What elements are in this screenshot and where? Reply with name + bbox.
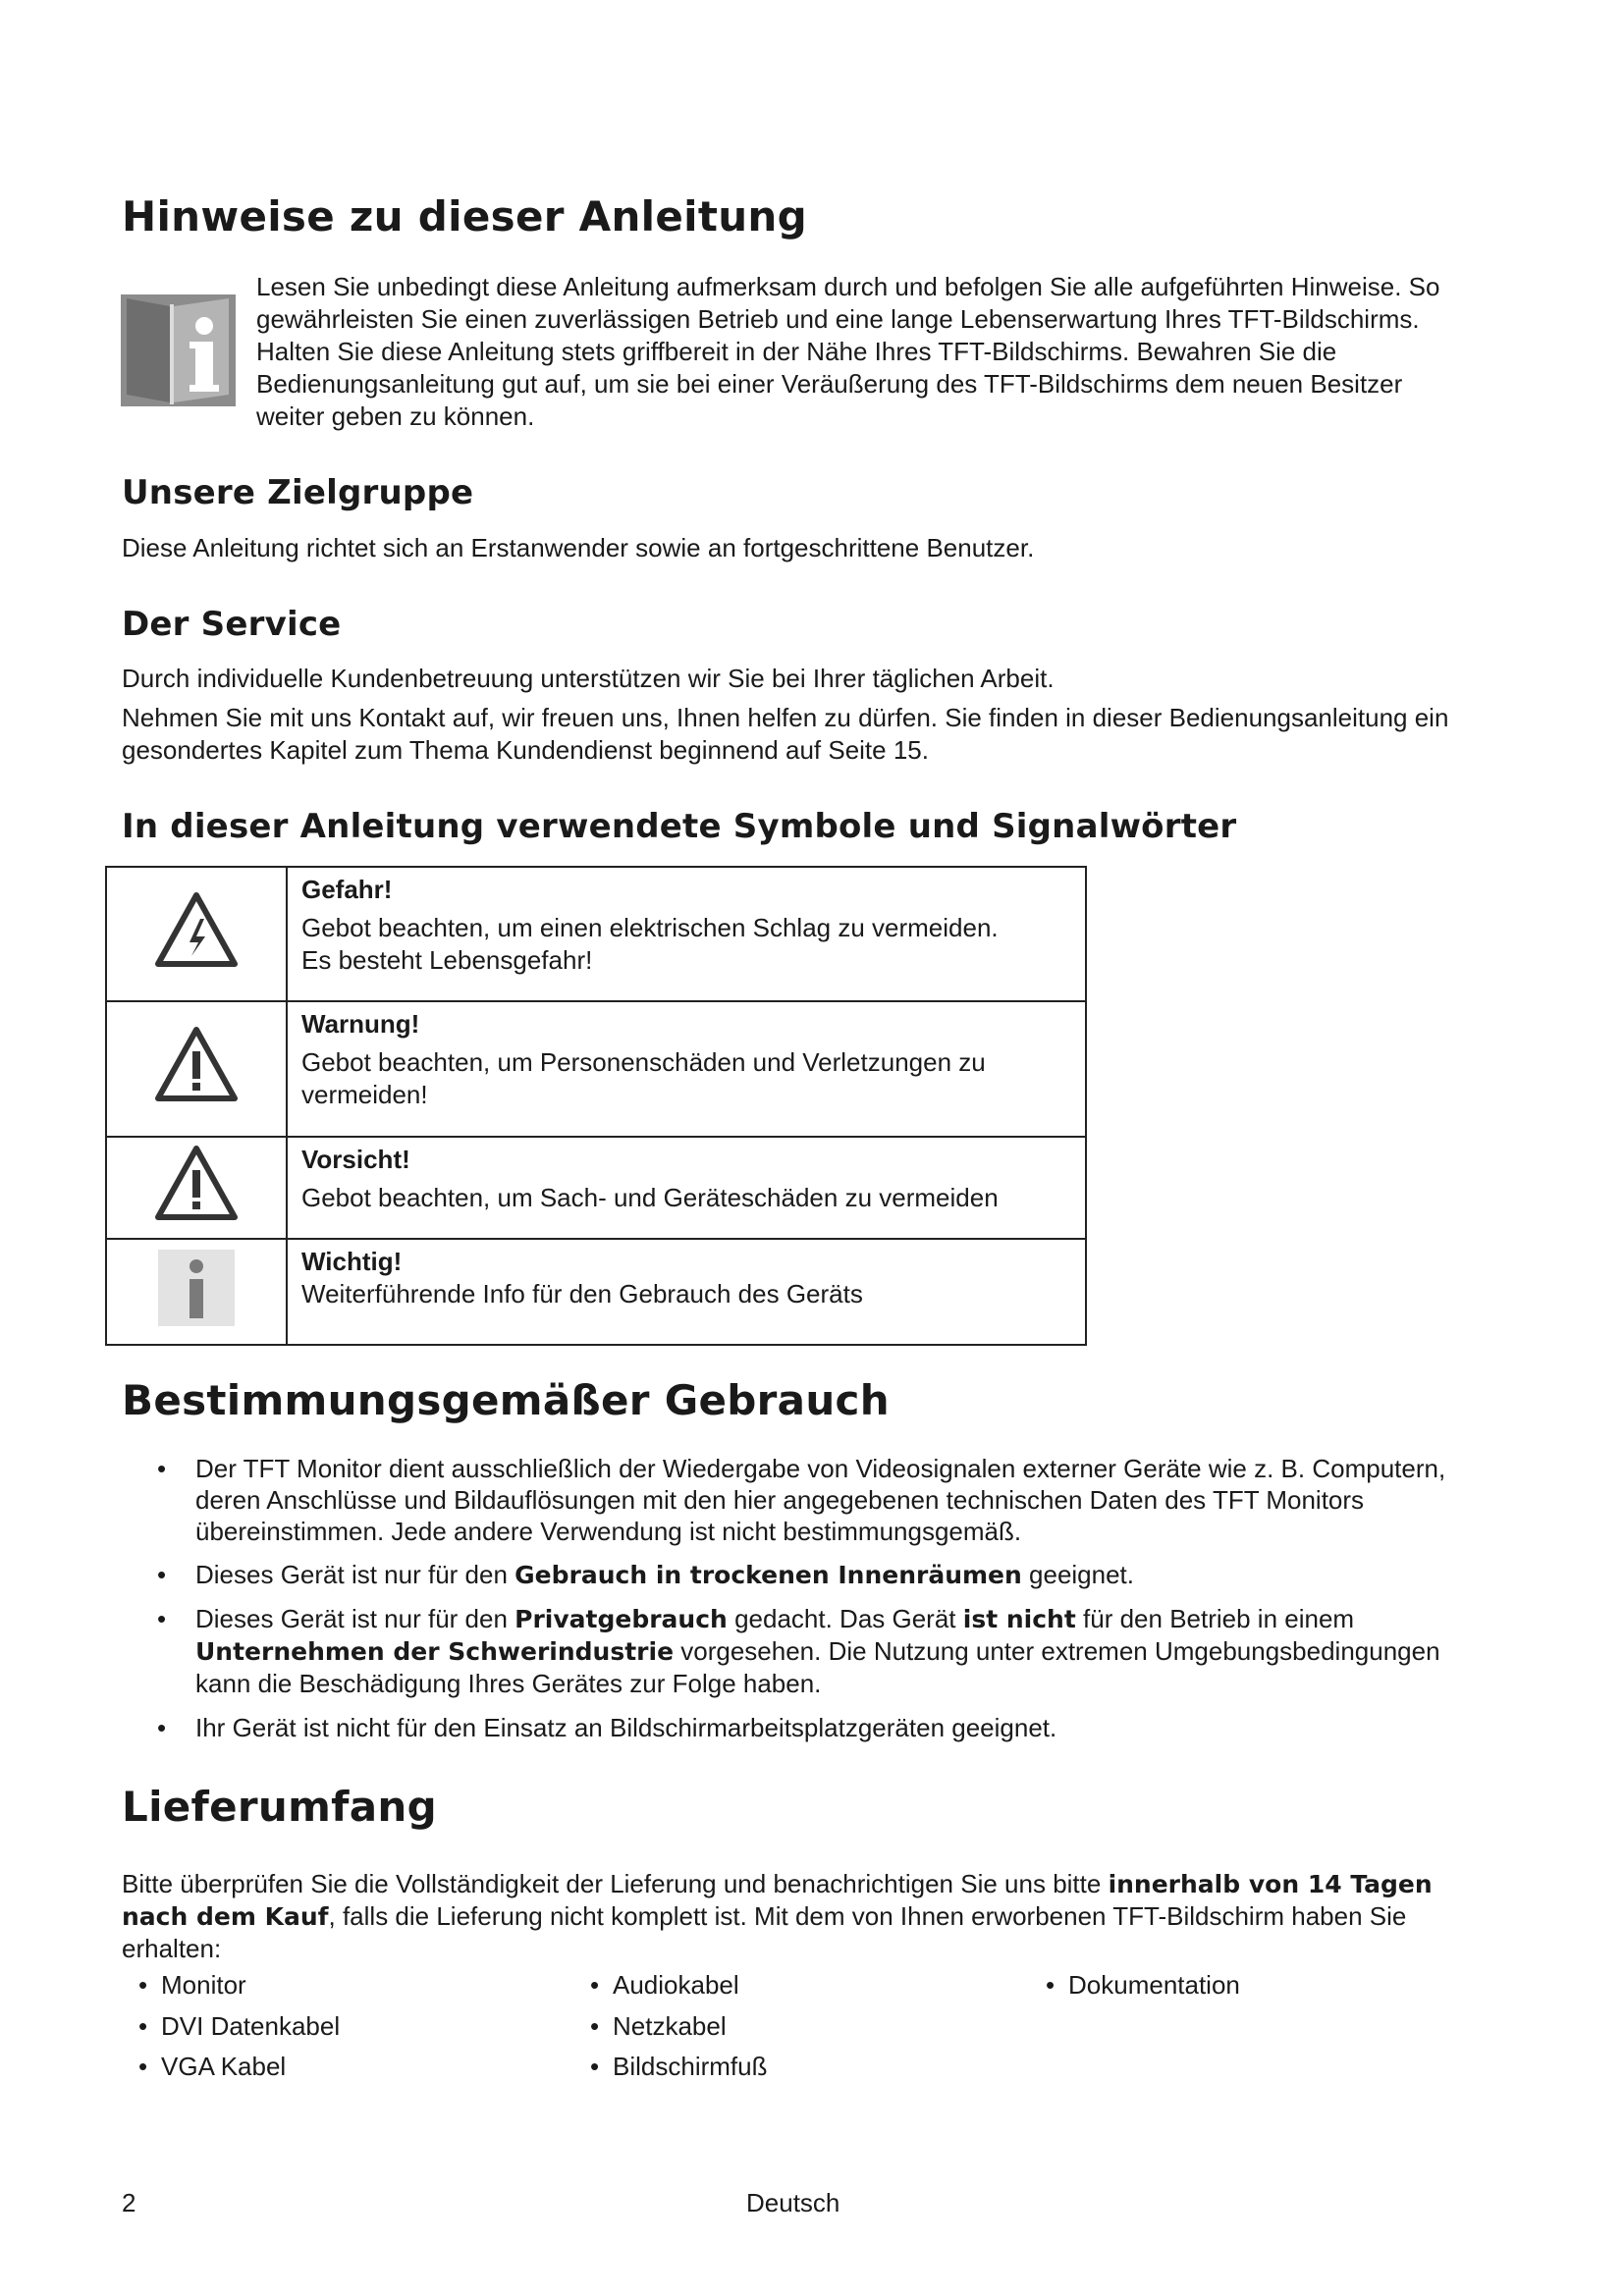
usage-list: [122, 1453, 1467, 1755]
symbol-row-wichtig: [106, 1239, 1086, 1345]
section-title-symbole: In dieser Anleitung verwendete Symbole und Signalwörter: [122, 807, 1237, 846]
section-title-service: Der Service: [122, 605, 342, 644]
supply-paragraph: Bitte überprüfen Sie die Vollständigkeit der Lieferung und benachrichtigen Sie uns bitte innerhalb von 14 Tagen nach dem Kauf, falls die Lieferung nicht komplett ist. Mit dem von Ihnen erworbenen TFT-Bildschirm haben Sie erhalten:: [122, 1869, 1433, 1963]
symbol-description: Es besteht Lebensgefahr!: [301, 945, 593, 975]
footer-language: Deutsch: [746, 2188, 840, 2217]
symbols-table: [105, 866, 1087, 1346]
list-item: • Ihr Gerät ist nicht für den Einsatz an Bildschirmarbeitsplatzgeräten geeignet.: [122, 1712, 1467, 1743]
list-item: • Der TFT Monitor dient ausschließlich der Wiedergabe von Videosignalen externer Geräte wie z. B. Computern, deren Anschlüsse und Bildauflösungen mit den hier angegebenen technischen Daten des TFT Monitors übereinstimmen. Jede andere Verwendung ist nicht bestimmungsgemäß.: [122, 1453, 1467, 1547]
service-paragraph-2: Nehmen Sie mit uns Kontakt auf, wir freuen uns, Ihnen helfen zu dürfen. Sie finden in dieser Bedienungsanleitung ein gesondertes Kapitel zum Thema Kundendienst beginnend auf Seite 15.: [122, 703, 1449, 765]
symbol-description: Weiterführende Info für den Gebrauch des Geräts: [301, 1279, 863, 1308]
list-item: • Bildschirmfuß: [573, 2047, 767, 2088]
list-item: • Audiokabel: [573, 1965, 767, 2006]
symbol-title: Gefahr!: [301, 875, 393, 904]
symbol-title: Vorsicht!: [301, 1145, 410, 1174]
list-item: • Dokumentation: [1029, 1965, 1240, 2006]
symbol-row-warnung: [106, 1001, 1086, 1137]
symbol-row-gefahr: [106, 867, 1086, 1001]
section-title-zielgruppe: Unsere Zielgruppe: [122, 473, 474, 512]
list-item: • DVI Datenkabel: [122, 2006, 340, 2048]
symbol-description: Gebot beachten, um Personenschäden und Verletzungen zu vermeiden!: [301, 1047, 986, 1109]
symbol-description: Gebot beachten, um Sach- und Geräteschäden zu vermeiden: [301, 1183, 999, 1212]
symbol-description: Gebot beachten, um einen elektrischen Schlag zu vermeiden.: [301, 913, 999, 942]
caution-icon: [106, 1137, 287, 1239]
list-item: • Monitor: [122, 1965, 340, 2006]
info-icon: [106, 1239, 287, 1345]
warning-icon: [106, 1001, 287, 1137]
supply-column-1: [122, 1965, 340, 2088]
symbol-row-vorsicht: [106, 1137, 1086, 1239]
section-title-gebrauch: Bestimmungsgemäßer Gebrauch: [122, 1376, 890, 1424]
list-item: • Dieses Gerät ist nur für den Privatgebrauch gedacht. Das Gerät ist nicht für den Betrieb in einem Unternehmen der Schwerindustrie vorgesehen. Die Nutzung unter extremen Umgebungsbedingungen kann die Beschädigung Ihres Gerätes zur Folge haben.: [122, 1603, 1467, 1700]
intro-paragraph: Lesen Sie unbedingt diese Anleitung aufmerksam durch und befolgen Sie alle aufgeführten Hinweise. So gewährleisten Sie einen zuverlässigen Betrieb und eine lange Lebenserwartung Ihres TFT-Bildschirms. Halten Sie diese Anleitung stets griffbereit in der Nähe Ihres TFT-Bildschirms. Bewahren Sie die Bedienungsanleitung gut auf, um sie bei einer Veräußerung des TFT-Bildschirms dem neuen Besitzer weiter geben zu können.: [256, 272, 1440, 431]
page-number: 2: [122, 2188, 136, 2217]
symbol-title: Wichtig!: [301, 1247, 403, 1276]
service-paragraph-1: Durch individuelle Kundenbetreuung unterstützen wir Sie bei Ihrer täglichen Arbeit.: [122, 664, 1055, 693]
symbol-title: Warnung!: [301, 1009, 420, 1039]
list-item: • VGA Kabel: [122, 2047, 340, 2088]
list-item: • Netzkabel: [573, 2006, 767, 2048]
supply-column-2: [573, 1965, 767, 2088]
list-item: • Dieses Gerät ist nur für den Gebrauch in trockenen Innenräumen geeignet.: [122, 1559, 1467, 1591]
section-title-hinweise: Hinweise zu dieser Anleitung: [122, 192, 807, 240]
supply-column-3: [1029, 1965, 1240, 2006]
manual-info-icon: [121, 293, 236, 406]
section-title-lieferumfang: Lieferumfang: [122, 1783, 437, 1831]
electric-hazard-icon: [106, 867, 287, 1001]
target-paragraph: Diese Anleitung richtet sich an Erstanwender sowie an fortgeschrittene Benutzer.: [122, 533, 1035, 562]
